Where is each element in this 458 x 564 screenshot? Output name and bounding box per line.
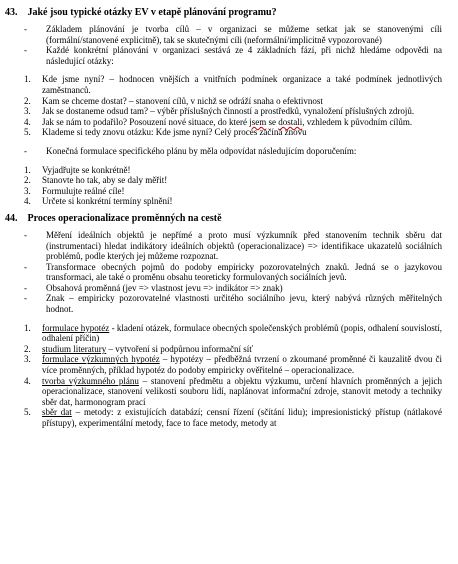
- list-text: Formulujte reálné cíle!: [42, 185, 125, 196]
- list-item: [5, 74, 442, 95]
- list-number: 4.: [24, 116, 31, 127]
- list-item: [5, 165, 442, 176]
- section-44-number: 44.: [5, 212, 18, 224]
- dash-marker: -: [24, 261, 27, 272]
- step-term: sběr dat: [42, 407, 72, 418]
- dash-marker: -: [24, 24, 27, 34]
- list-item: [5, 196, 442, 207]
- dash-marker: -: [24, 145, 27, 156]
- section-43-heading: [5, 7, 442, 19]
- step-term: formulace hypotéz: [42, 322, 110, 333]
- step-term: tvorba výzkumného plánu: [42, 375, 139, 386]
- research-steps-list: [5, 323, 442, 429]
- bullet-item: [5, 146, 442, 157]
- list-item: [5, 323, 442, 344]
- list-item: [5, 127, 442, 138]
- bullet-item: [5, 230, 442, 262]
- bullet-item: [5, 262, 442, 283]
- step-text: – stanovení předmětu a objektu výzkumu, určení hlavních proměnných a jejich operacionalizace, stanovení velikosti souboru lidí, naplánovat informační zdroje, stanovit metody a techniky sběr dat, harmonogram prací: [42, 375, 442, 407]
- section-44-bullets: [5, 230, 442, 315]
- spellcheck-word: jsem: [249, 116, 267, 127]
- bullet-text: Každé konkrétní plánování v organizaci sestává ze 4 základních fází, při nichž hledáme odpovědi na následující otázky:: [46, 45, 442, 66]
- bullet-item: [5, 24, 442, 45]
- list-text-b: se: [266, 116, 279, 127]
- section-43-bullets: [5, 24, 442, 66]
- list-number: 5.: [24, 407, 31, 418]
- step-term: formulace výzkumných hypotéz: [42, 354, 160, 365]
- section-43-title: Jaké jsou typické otázky EV v etapě plánování programu?: [27, 7, 277, 18]
- list-item: [5, 376, 442, 408]
- list-text: Určete si konkrétní termíny splnění!: [42, 196, 173, 207]
- step-term: studium literatury: [42, 343, 107, 354]
- list-number: 3.: [24, 185, 31, 196]
- bullet-text: Obsahová proměnná (jev => vlastnost jevu => indikátor => znak): [46, 282, 283, 293]
- section-44-title: Proces operacionalizace proměnných na cestě: [27, 212, 222, 224]
- list-text-a: Jak se nám to podařilo? Posouzení nové situace, do které: [42, 116, 250, 127]
- bullet-text: Měření ideálních objektů je nepřímé a proto musí výzkumník před stanovením technik sběru dat (instrumentaci) hledat indikátory ideálních objektů (operacionalizace) => identifikace ukazatelů sociálních problémů, podle kterých jej můžeme rozpoznat.: [46, 229, 442, 262]
- list-number: 1.: [24, 74, 31, 85]
- list-number: 3.: [24, 354, 31, 365]
- list-number: 1.: [24, 322, 31, 333]
- bullet-item: [5, 45, 442, 66]
- bullet-text: Konečná formulace specifického plánu by měla odpovídat následujícím doporučením:: [46, 145, 357, 156]
- step-text: - kladení otázek, formulace obecných společenských problémů (popis, odhalení souvislostí, odhalení příčin): [42, 322, 442, 344]
- spellcheck-word: dostali: [278, 116, 303, 127]
- step-text: – hypotézy – předběžná tvrzení o zkoumané proměnné či kauzalitě dvou či více proměnných, příklad hypotéz do podoby empiricky ověřitelné – operacionalizace.: [42, 354, 442, 376]
- list-text: Vyjadřujte se konkrétně!: [42, 164, 131, 175]
- list-item: [5, 106, 442, 117]
- step-text: – vytvoření si podpůrnou informační síť: [106, 343, 254, 354]
- list-item: [5, 96, 442, 107]
- list-number: 2.: [24, 95, 31, 106]
- list-number: 5.: [24, 127, 31, 138]
- list-number: 2.: [24, 175, 31, 186]
- list-text: Jak se dostaneme odsud tam? – výběr příslušných činností a prostředků, vynaložení příslušných zdrojů.: [42, 106, 415, 117]
- dash-marker: -: [24, 293, 27, 304]
- section-43-number: 43.: [5, 7, 18, 18]
- list-text: Klademe si tedy znovu otázku: Kde jsme nyní? Celý proces začíná znovu: [42, 127, 307, 138]
- list-text-c: , vzhledem k původním cílům.: [302, 116, 413, 127]
- list-item: [5, 407, 442, 428]
- planning-questions-list: [5, 74, 442, 138]
- section-43-bullet-3: [5, 146, 442, 157]
- bullet-item: [5, 293, 442, 314]
- list-number: 2.: [24, 343, 31, 354]
- list-number: 3.: [24, 106, 31, 117]
- list-text: Stanovte ho tak, aby se daly měřit!: [42, 175, 168, 186]
- list-number: 1.: [24, 164, 31, 175]
- bullet-text: Znak – empiricky pozorovatelné vlastnosti určitého sociálního jevu, který nabývá různých měřitelných hodnot.: [46, 293, 442, 315]
- list-item: [5, 354, 442, 375]
- step-text: – metody: z existujících databází; censní řízení (sčítání lidu); impresionistický přístup (nátlakové přístupy), experimentální metody, face to face metody, metody at: [42, 407, 442, 428]
- section-44-heading: [5, 213, 442, 225]
- list-item: [5, 344, 442, 355]
- list-text: Kam se chceme dostat? – stanovení cílů, v nichž se odráží snaha o efektivnost: [42, 95, 323, 106]
- bullet-text: Základem plánování je tvorba cílů – v organizaci se můžeme setkat jak se stanovenými cíli (formální/stanovené explicitně), tak se skutečnými cíli (neformální/implicitně vypozorované): [46, 24, 442, 45]
- dash-marker: -: [24, 45, 27, 56]
- list-number: 4.: [24, 375, 31, 386]
- list-number: 4.: [24, 196, 31, 207]
- bullet-text: Transformace obecných pojmů do podoby empiricky pozorovatelných znaků. Jedná se o jazykovou transformaci, ale také o proměnu obsahu teoreticky formulovaných sociálních jevů.: [46, 261, 442, 283]
- list-item: [5, 175, 442, 186]
- list-text: Kde jsme nyní? – hodnocen vnějších a vnitřních podmínek organizace a také podmínek jednotlivých zaměstnanců.: [42, 74, 442, 95]
- list-item: [5, 186, 442, 197]
- dash-marker: -: [24, 229, 27, 240]
- list-item: [5, 117, 442, 128]
- recommendations-list: [5, 165, 442, 207]
- dash-marker: -: [24, 282, 27, 293]
- bullet-item: [5, 283, 442, 294]
